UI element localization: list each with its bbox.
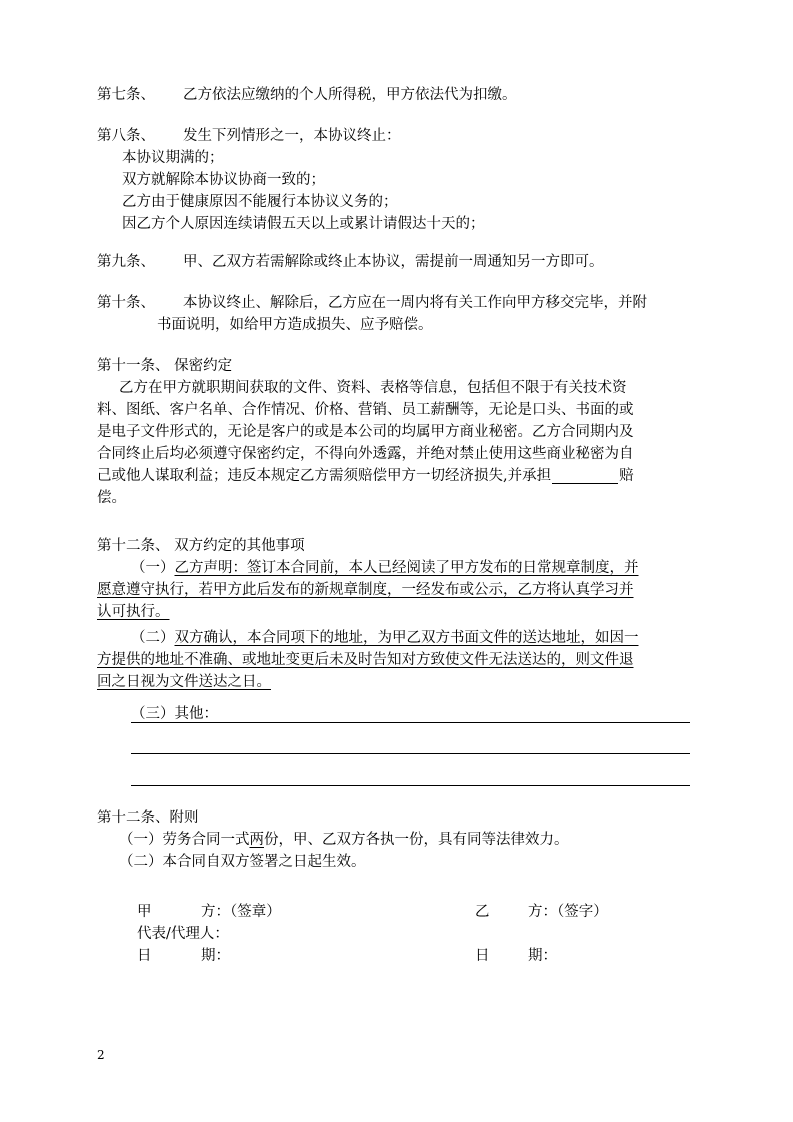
art8-item: 本协议期满的； (122, 150, 224, 166)
party-b-label: 乙 (475, 904, 490, 920)
art11-heading: 第十一条、 保密约定 (97, 358, 233, 374)
art12-p1-line1: （一）乙方声明：签订本合同前，本人已经阅读了甲方发布的日常规章制度，并 (131, 560, 639, 576)
art10-line1: 本协议终止、解除后，乙方应在一周内将有关工作向甲方移交完毕，并附 (183, 295, 647, 311)
art9-label: 第九条、 (97, 254, 155, 270)
art12-p1-line2: 愿意遵守执行，若甲方此后发布的新规章制度，一经发布或公示，乙方将认真学习并 (97, 582, 634, 598)
annex-item2: （二）本合同自双方签署之日起生效。 (119, 854, 366, 870)
art11-line: 料、图纸、客户名单、合作情况、价格、营销、员工薪酬等，无论是口头、书面的或 (97, 402, 634, 418)
penalty-blank (552, 467, 618, 484)
annex-heading: 第十二条、附则 (97, 810, 199, 826)
party-b-date-value: 期： (528, 948, 557, 964)
page-number: 2 (97, 1048, 105, 1062)
art12-heading: 第十二条、 双方约定的其他事项 (97, 538, 305, 554)
party-a-label: 甲 (137, 904, 152, 920)
art7-text: 乙方依法应缴纳的个人所得税，甲方依法代为扣缴。 (183, 87, 517, 103)
party-b-date-label: 日 (475, 948, 490, 964)
agent-label: 代表/代理人： (137, 926, 229, 942)
annex-item1: （一）劳务合同一式两份，甲、乙双方各执一份，具有同等法律效力。 (119, 832, 569, 848)
art8-item: 因乙方个人原因连续请假五天以上或累计请假达十天的； (122, 216, 485, 232)
art8-item: 乙方由于健康原因不能履行本协议义务的； (122, 194, 398, 210)
fill-line (131, 785, 690, 786)
art11-line: 乙方在甲方就职期间获取的文件、资料、表格等信息，包括但不限于有关技术资 (119, 380, 627, 396)
art11-penalty-line: 己或他人谋取利益；违反本规定乙方需须赔偿甲方一切经济损失,并承担 赔 (97, 468, 634, 484)
art12-p2-line1: （二）双方确认，本合同项下的地址，为甲乙双方书面文件的送达地址，如因一 (131, 630, 639, 646)
art12-p3: （三）其他： (131, 706, 218, 722)
art8-text: 发生下列情形之一，本协议终止： (183, 128, 401, 144)
art12-p2-line2: 方提供的地址不准确、或地址变更后未及时告知对方致使文件无法送达的，则文件退 (97, 652, 634, 668)
art11-last: 偿。 (97, 490, 126, 506)
art7-label: 第七条、 (97, 87, 155, 103)
art11-line: 合同终止后均必须遵守保密约定，不得向外透露，并绝对禁止使用这些商业秘密为自 (97, 446, 634, 462)
art12-p1-line3: 认可执行。 (97, 604, 170, 620)
party-a-date-value: 期： (201, 948, 230, 964)
art9-text: 甲、乙双方若需解除或终止本协议，需提前一周通知另一方即可。 (183, 254, 604, 270)
art8-item: 双方就解除本协议协商一致的； (122, 172, 325, 188)
art11-line: 是电子文件形式的，无论是客户的或是本公司的均属甲方商业秘密。乙方合同期内及 (97, 424, 634, 440)
party-b-signature: 方：（签字） (528, 904, 608, 920)
fill-line (131, 722, 690, 723)
party-a-date-label: 日 (137, 948, 152, 964)
party-a-signature: 方：（签章） (201, 904, 281, 920)
art10-label: 第十条、 (97, 295, 155, 311)
art8-label: 第八条、 (97, 128, 155, 144)
art10-line2: 书面说明，如给甲方造成损失、应予赔偿。 (157, 317, 433, 333)
fill-line (131, 753, 690, 754)
art12-p2-line3: 回之日视为文件送达之日。 (97, 674, 271, 690)
